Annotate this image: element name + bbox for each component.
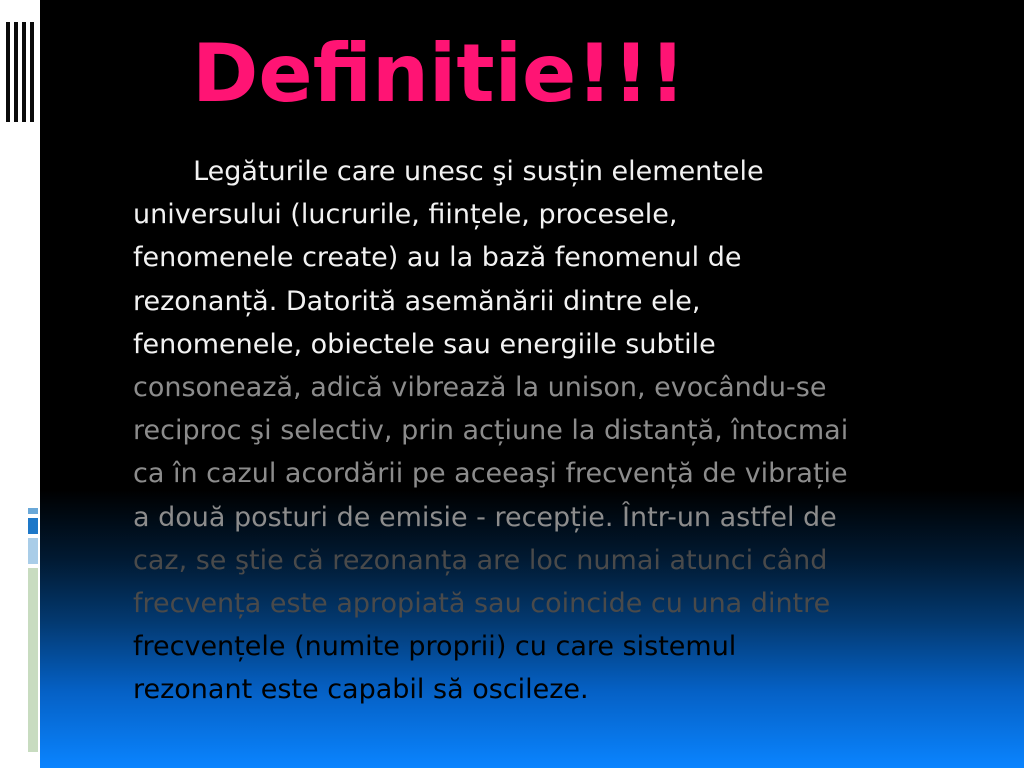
slide-title: Definitie!!! — [192, 27, 686, 120]
body-line: a două posturi de emisie - recepție. Într-un astfel de — [133, 501, 837, 533]
body-line: fenomenele, obiectele sau energiile subtile — [133, 328, 716, 360]
body-line: fenomenele create) au la bază fenomenul de — [133, 242, 742, 274]
body-line: Legăturile care unesc şi susțin elementele — [133, 156, 764, 187]
body-line: frecvențele (numite proprii) cu care sistemul — [133, 631, 737, 663]
body-line: ca în cazul acordării pe aceeaşi frecvență de vibrație — [133, 458, 848, 490]
body-line: universului (lucrurile, ființele, procesele, — [133, 199, 678, 231]
body-line: caz, se ştie că rezonanța are loc numai atunci când — [133, 544, 828, 576]
body-line: rezonant este capabil să oscileze. — [133, 674, 589, 706]
decorative-accent-small — [28, 508, 38, 514]
body-line: rezonanță. Datorită asemănării dintre ele, — [133, 285, 701, 317]
decorative-accent-lightblue — [28, 538, 38, 564]
body-line: frecvența este apropiată sau coincide cu una dintre — [133, 588, 831, 620]
left-decorative-strip — [0, 0, 40, 768]
decorative-accent-green — [28, 568, 38, 752]
slide-body-text — [133, 150, 993, 712]
body-line: consonează, adică vibrează la unison, evocându-se — [133, 372, 827, 404]
decorative-accent-blue — [28, 518, 38, 534]
decorative-vertical-lines — [0, 22, 40, 122]
body-line: reciproc şi selectiv, prin acțiune la distanță, întocmai — [133, 415, 849, 447]
